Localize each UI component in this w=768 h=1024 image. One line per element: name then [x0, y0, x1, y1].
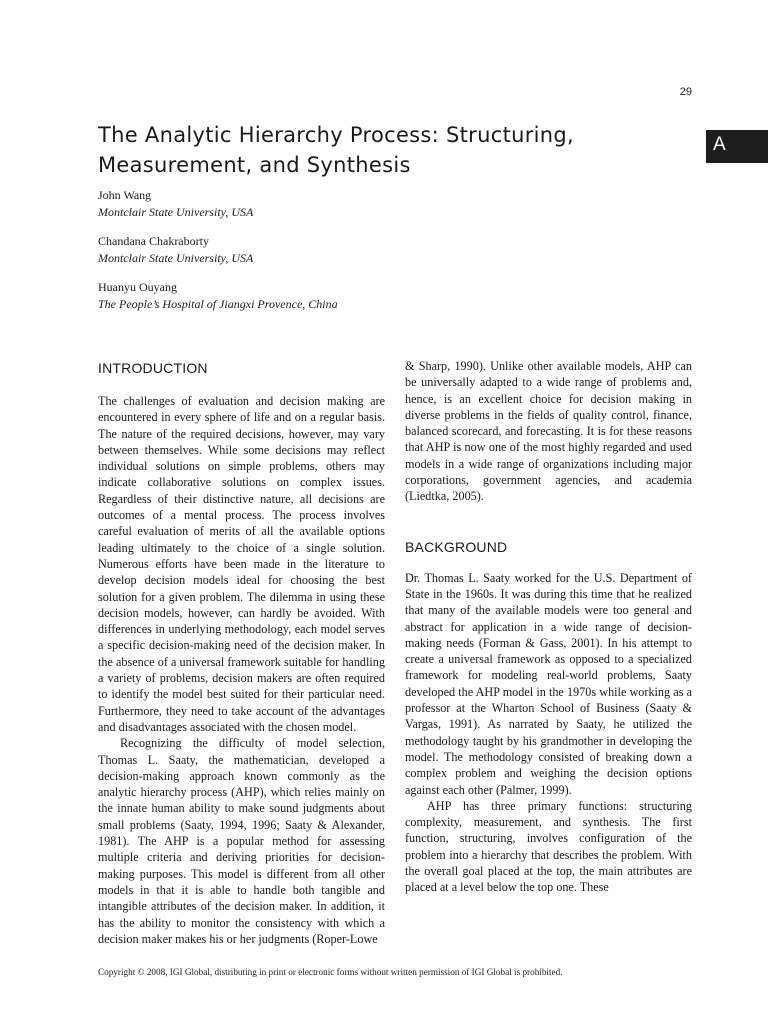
background-paragraph-1: Dr. Thomas L. Saaty worked for the U.S. Department of State in the 1960s. It was during this time that he realized that many of the available models were too general and abstract for application in a wide range of decision-making needs (Forman & Gass, 2001). In his attempt to create a universal framework as opposed to a specialized framework for modeling real-world problems, Saaty developed the AHP model in the 1970s while working as a professor at the Wharton School of Business (Saaty & Vargas, 1991). As narrated by Saaty, he utilized the methodology taught by his grandmother in developing the model. The methodology consisted of breaking down a complex problem and weighing the decision options against each other (Palmer, 1999).	[405, 570, 692, 797]
author-affiliation: Montclair State University, USA	[98, 250, 254, 265]
background-paragraph-2: AHP has three primary functions: structuring complexity, measurement, and synthesis. The first function, structuring, involves configuration of the problem into a hierarchy that describes the problem. With the overall goal placed at the top, the main attributes are placed at a level below the top one. These	[405, 798, 692, 895]
left-column	[98, 358, 385, 947]
introduction-heading: INTRODUCTION	[98, 360, 208, 376]
author-name: Huanyu Ouyang	[98, 280, 177, 294]
page-number: 29	[679, 86, 692, 98]
right-column	[405, 358, 692, 896]
introduction-paragraph-2: Recognizing the difficulty of model selection, Thomas L. Saaty, the mathematician, developed a decision-making approach known commonly as the analytic hierarchy process (AHP), which relies mainly on the innate human ability to make sound judgments about small problems (Saaty, 1994, 1996; Saaty & Alexander, 1981). The AHP is a popular method for assessing multiple criteria and deriving priorities for decision-making purposes. This model is different from all other models in that it is able to handle both tangible and intangible attributes of the decision maker. In addition, it has the ability to monitor the consistency with which a decision maker makes his or her judgments (Roper-Lowe	[98, 736, 385, 946]
introduction-paragraph-2-continued: & Sharp, 1990). Unlike other available models, AHP can be universally adapted to a wide range of problems and, hence, is an excellent choice for decision making in diverse problems in the fields of quality control, finance, balanced scorecard, and forecasting. It is for these reasons that AHP is now one of the most highly regarded and used models in a wide range of organizations including major corporations, government agencies, and academia (Liedtka, 2005).	[405, 359, 692, 504]
introduction-paragraph-1: The challenges of evaluation and decision making are encountered in every sphere of life and on a regular basis. The nature of the required decisions, however, may vary between themselves. While some decisions may reflect individual solutions on simple problems, others may indicate collaborative solutions on complex issues. Regardless of their distinctive nature, all decisions are outcomes of a mental process. The process involves careful evaluation of merits of all the available options leading ultimately to the choice of a single solution. Numerous efforts have been made in the literature to develop decision models ideal for choosing the best solution for a given problem. The dilemma in using these decision models, however, can hardly be avoided. With differences in underlying methodology, each model serves a specific decision-making need of the decision maker. In the absence of a universal framework suitable for handling a variety of problems, decision makers are often required to identify the model best suited for their particular need. Furthermore, they need to take account of the advantages and disadvantages associated with the chosen model.	[98, 394, 385, 734]
background-heading: BACKGROUND	[405, 538, 508, 555]
author-name: Chandana Chakraborty	[98, 234, 209, 248]
author-name: John Wang	[98, 188, 152, 202]
title-line-1: The Analytic Hierarchy Process: Structuring,	[98, 123, 574, 147]
introduction-continuation	[405, 358, 692, 505]
author-affiliation: Montclair State University, USA	[98, 204, 254, 219]
author-affiliation: The People’s Hospital of Jiangxi Provence, China	[98, 296, 338, 311]
author-block	[98, 233, 618, 266]
author-block	[98, 187, 618, 220]
author-list	[98, 187, 618, 325]
copyright-notice: Copyright © 2008, IGI Global, distributing in print or electronic forms without written permission of IGI Global is prohibited.	[98, 967, 563, 977]
paper-title	[98, 120, 698, 180]
author-block	[98, 279, 618, 312]
section-letter-tab: A	[706, 130, 768, 163]
title-line-2: Measurement, and Synthesis	[98, 153, 411, 177]
